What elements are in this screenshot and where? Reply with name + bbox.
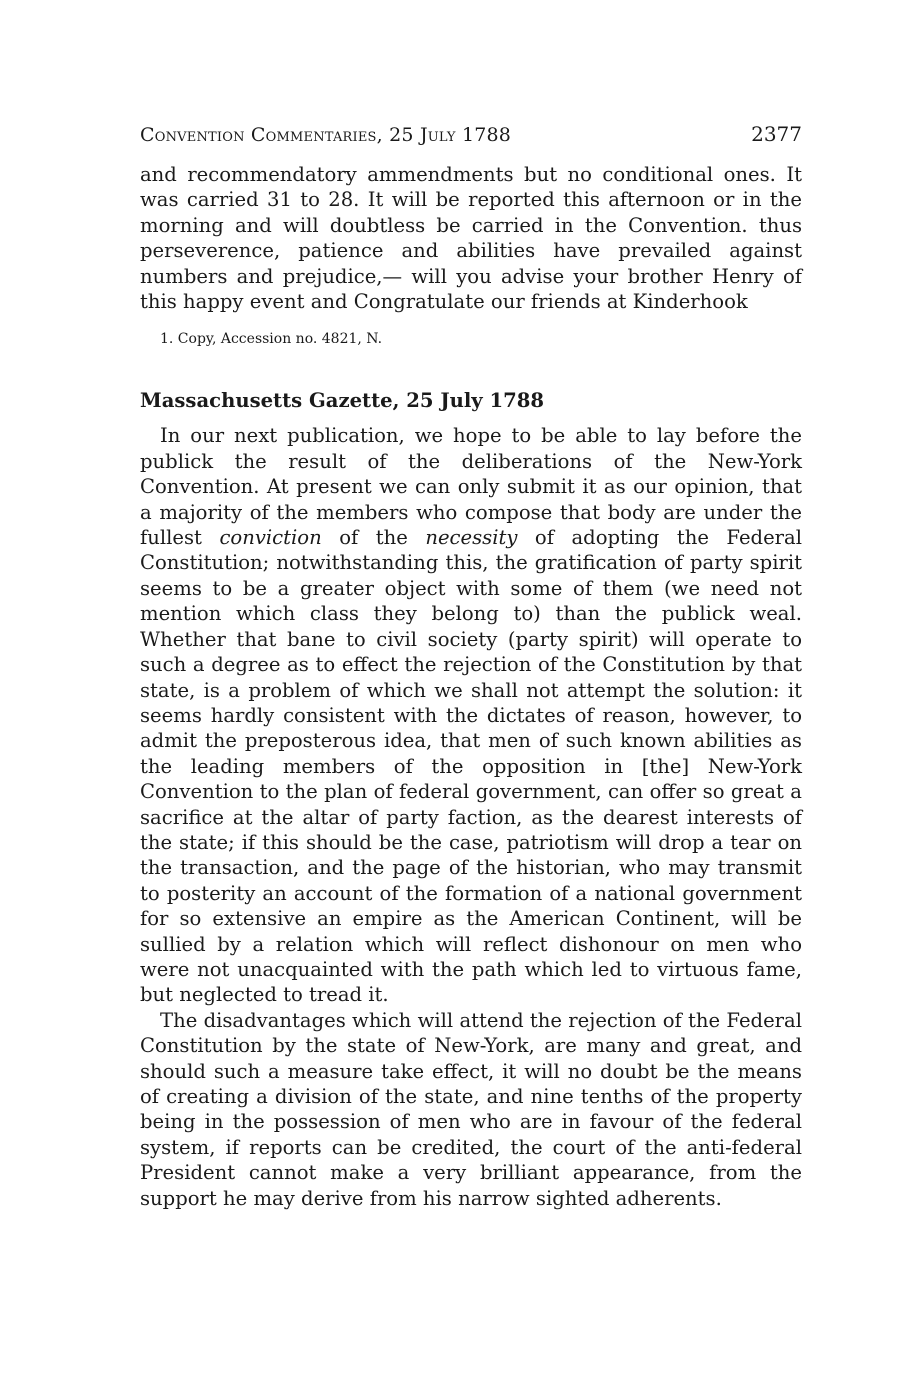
footnote: 1. Copy, Accession no. 4821, N. — [160, 331, 383, 348]
running-head-title: Convention Commentaries, 25 July 1788 — [140, 124, 512, 146]
section-heading: Massachusetts Gazette, 25 July 1788 — [140, 389, 545, 413]
continuation-paragraph: and recommendatory ammendments but no conditional ones. It was carried 31 to 28. It will be reported this afternoon or in the morning and will doubtless be carried in the Convention. thus perseverence, patience and abilities have prevailed against numbers and prejudice,— will you advise your brother Henry of this happy event and Congratulate our friends at Kinderhook — [140, 163, 802, 314]
paragraph-1-part-3: of adopting the Federal Constitution; notwithstanding this, the gratification of party spirit seems to be a greater object with some of them (we need not mention which class they belong to) than the publick weal. Whether that bane to civil society (party spirit) will operate to such a degree as to effect the rejection of the Constitution by that state, is a problem of which we shall not attempt the solution: it seems hardly consistent with the dictates of reason, however, to admit the preposterous idea, that men of such known abilities as the leading members of the opposition in [the] New-York Convention to the plan of federal government, can offer so great a sacrifice at the altar of party faction, as the dearest interests of the state; if this should be the case, patriotism will drop a tear on the transaction, and the page of the historian, who may transmit to posterity an account of the formation of a national government for so extensive an empire as the American Continent, will be sullied by a relation which will reflect dishonour on men who were not unacquainted with the path which led to virtuous fame, but neglected to tread it. — [140, 526, 802, 1007]
paragraph-1-part-2: of the — [321, 526, 426, 550]
running-head — [140, 120, 802, 149]
document-page — [140, 120, 802, 1211]
page-number: 2377 — [751, 122, 802, 146]
emphasis-necessity: necessity — [425, 526, 518, 550]
body-paragraph-2: The disadvantages which will attend the rejection of the Federal Constitution by the state of New-York, are many and great, and should such a measure take effect, it will no doubt be the means of creating a division of the state, and nine tenths of the property being in the possession of men who are in favour of the federal system, if reports can be credited, the court of the anti-federal President cannot make a very brilliant appearance, from the support he may derive from his narrow sighted adherents. — [140, 1008, 802, 1210]
paragraph-1-part-1: In our next publication, we hope to be able to lay before the publick the result of the deliberations of the New-York Convention. At present we can only submit it as our opinion, that a majority of the members who compose that body are under the fullest — [140, 424, 802, 550]
body-paragraph-1 — [140, 423, 802, 1007]
emphasis-conviction: conviction — [219, 526, 322, 550]
